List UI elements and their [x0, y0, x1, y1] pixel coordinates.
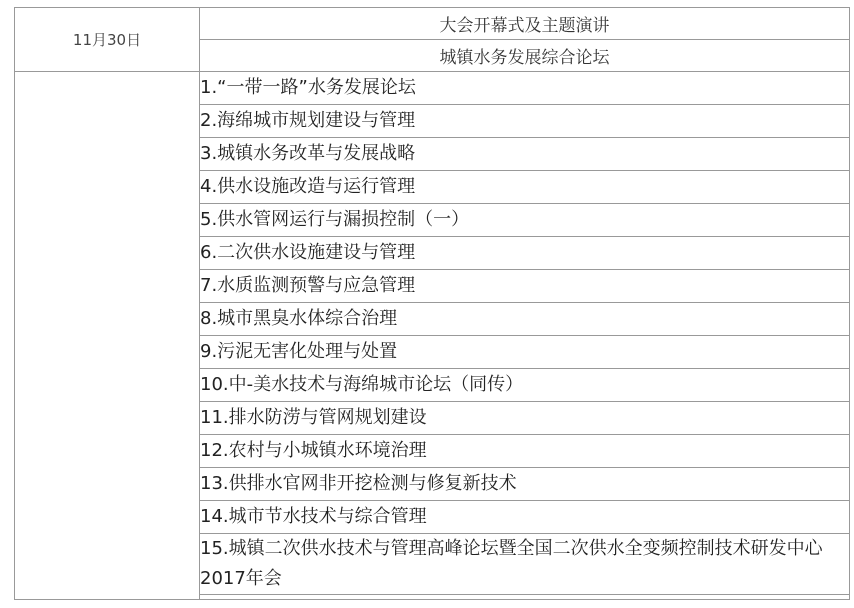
forum-item: 11.排水防涝与管网规划建设 — [200, 402, 850, 435]
forum-item: 7.水质监测预警与应急管理 — [200, 270, 850, 303]
forum-item: 10.中-美水技术与海绵城市论坛（同传） — [200, 369, 850, 402]
forum-item: 4.供水设施改造与运行管理 — [200, 171, 850, 204]
forum-item: 9.污泥无害化处理与处置 — [200, 336, 850, 369]
empty-date-cell — [15, 72, 200, 600]
session-opening: 大会开幕式及主题演讲 — [200, 8, 850, 40]
table-row — [15, 8, 850, 40]
forum-item: 5.供水管网运行与漏损控制（一） — [200, 204, 850, 237]
date-cell: 11月30日 — [15, 8, 200, 72]
forum-item: 2.海绵城市规划建设与管理 — [200, 105, 850, 138]
schedule-table — [14, 7, 850, 600]
table-row — [15, 72, 850, 105]
forum-item: 12.农村与小城镇水环境治理 — [200, 435, 850, 468]
forum-item: 3.城镇水务改革与发展战略 — [200, 138, 850, 171]
forum-item: 6.二次供水设施建设与管理 — [200, 237, 850, 270]
forum-item: 1.“一带一路”水务发展论坛 — [200, 72, 850, 105]
table-tail — [200, 595, 850, 600]
session-forum: 城镇水务发展综合论坛 — [200, 40, 850, 72]
forum-item: 8.城市黑臭水体综合治理 — [200, 303, 850, 336]
forum-item: 14.城市节水技术与综合管理 — [200, 501, 850, 534]
forum-item: 13.供排水官网非开挖检测与修复新技术 — [200, 468, 850, 501]
forum-item: 15.城镇二次供水技术与管理高峰论坛暨全国二次供水全变频控制技术研发中心2017年会 — [200, 534, 850, 595]
